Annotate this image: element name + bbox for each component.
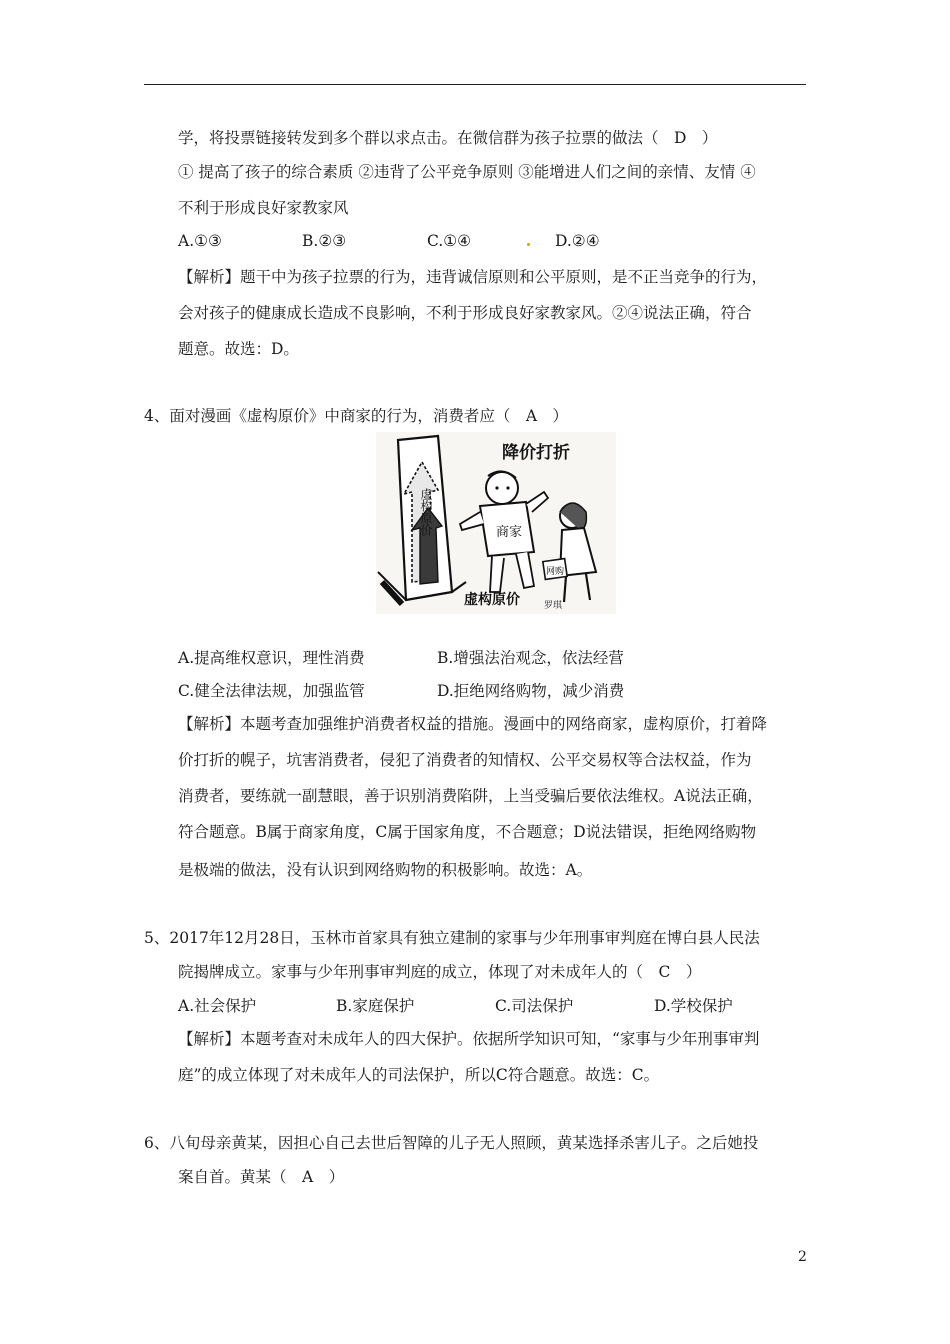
q3-option-a: A.①③: [178, 232, 222, 250]
cartoon-fictitious-original-price: [376, 432, 616, 614]
q5-option-b: B.家庭保护: [336, 997, 415, 1015]
q3-stem-continuation: 学，将投票链接转发到多个群以求点击。在微信群为孩子拉票的做法（ D ）: [178, 129, 718, 147]
q3-analysis-line3: 题意。故选：D。: [178, 340, 299, 358]
q6-stem-line2: 案自首。黄某（ A ）: [178, 1168, 345, 1186]
q3-analysis-line1: 【解析】题干中为孩子拉票的行为，违背诚信原则和公平原则，是不正当竞争的行为，: [178, 268, 768, 286]
cartoon-bag-label: 网购: [546, 567, 565, 577]
q3-statements-line1: ① 提高了孩子的综合素质 ②违背了公平竞争原则 ③能增进人们之间的亲情、友情 ④: [178, 163, 756, 181]
q5-option-c: C.司法保护: [495, 997, 574, 1015]
q4-option-b: B.增强法治观念，依法经营: [437, 649, 624, 667]
q4-analysis-line3: 消费者，要练就一副慧眼，善于识别消费陷阱，上当受骗后要依法维权。A说法正确，: [178, 787, 763, 805]
q6-stem-line1: 6、八旬母亲黄某，因担心自己去世后智障的儿子无人照顾，黄某选择杀害儿子。之后她投: [144, 1134, 759, 1152]
q4-option-d: D.拒绝网络购物，减少消费: [437, 682, 625, 700]
q5-option-a: A.社会保护: [178, 997, 257, 1015]
header-rule: [144, 84, 806, 85]
q4-analysis-line2: 价打折的幌子，坑害消费者，侵犯了消费者的知情权、公平交易权等合法权益，作为: [178, 751, 752, 769]
q4-stem: 4、面对漫画《虚构原价》中商家的行为，消费者应（ A ）: [144, 407, 569, 425]
q5-stem-line1: 5、2017年12月28日，玉林市首家具有独立建制的家事与少年刑事审判庭在博白县人民法: [144, 929, 760, 947]
page-number: 2: [798, 1249, 807, 1265]
cartoon-sign-label: 降价打折: [502, 443, 570, 463]
q4-analysis-line1: 【解析】本题考查加强维护消费者权益的措施。漫画中的网络商家，虚构原价，打着降: [178, 715, 768, 733]
cartoon-arrow-label: 虚构原价: [419, 488, 433, 536]
q4-analysis-line4: 符合题意。B属于商家角度，C属于国家角度，不合题意；D说法错误，拒绝网络购物: [178, 823, 757, 841]
cartoon-caption: 虚构原价: [464, 592, 520, 608]
q3-option-d: D.②④: [555, 232, 600, 250]
q3-statements-line2: 不利于形成良好家教家风: [178, 199, 349, 217]
q5-stem-line2: 院揭牌成立。家事与少年刑事审判庭的成立，体现了对未成年人的（ C ）: [178, 963, 702, 981]
q3-option-b: B.②③: [302, 232, 347, 250]
q5-analysis-line1: 【解析】本题考查对未成年人的四大保护。依据所学知识可知，“家事与少年刑事审判: [178, 1030, 760, 1048]
cartoon-author: 罗琪: [544, 601, 563, 611]
q3-option-c: C.①④: [427, 232, 472, 250]
cartoon-shirt-label: 商家: [496, 525, 523, 540]
q4-analysis-line5: 是极端的做法，没有认识到网络购物的积极影响。故选：A。: [178, 861, 593, 879]
q4-option-c: C.健全法律法规，加强监管: [178, 682, 365, 700]
q5-option-d: D.学校保护: [654, 997, 733, 1015]
q4-option-a: A.提高维权意识，理性消费: [178, 649, 365, 667]
q3-analysis-line2: 会对孩子的健康成长造成不良影响，不利于形成良好家教家风。②④说法正确，符合: [178, 304, 752, 322]
q5-analysis-line2: 庭”的成立体现了对未成年人的司法保护，所以C符合题意。故选：C。: [178, 1066, 660, 1084]
stray-dot-mark: [527, 243, 530, 246]
